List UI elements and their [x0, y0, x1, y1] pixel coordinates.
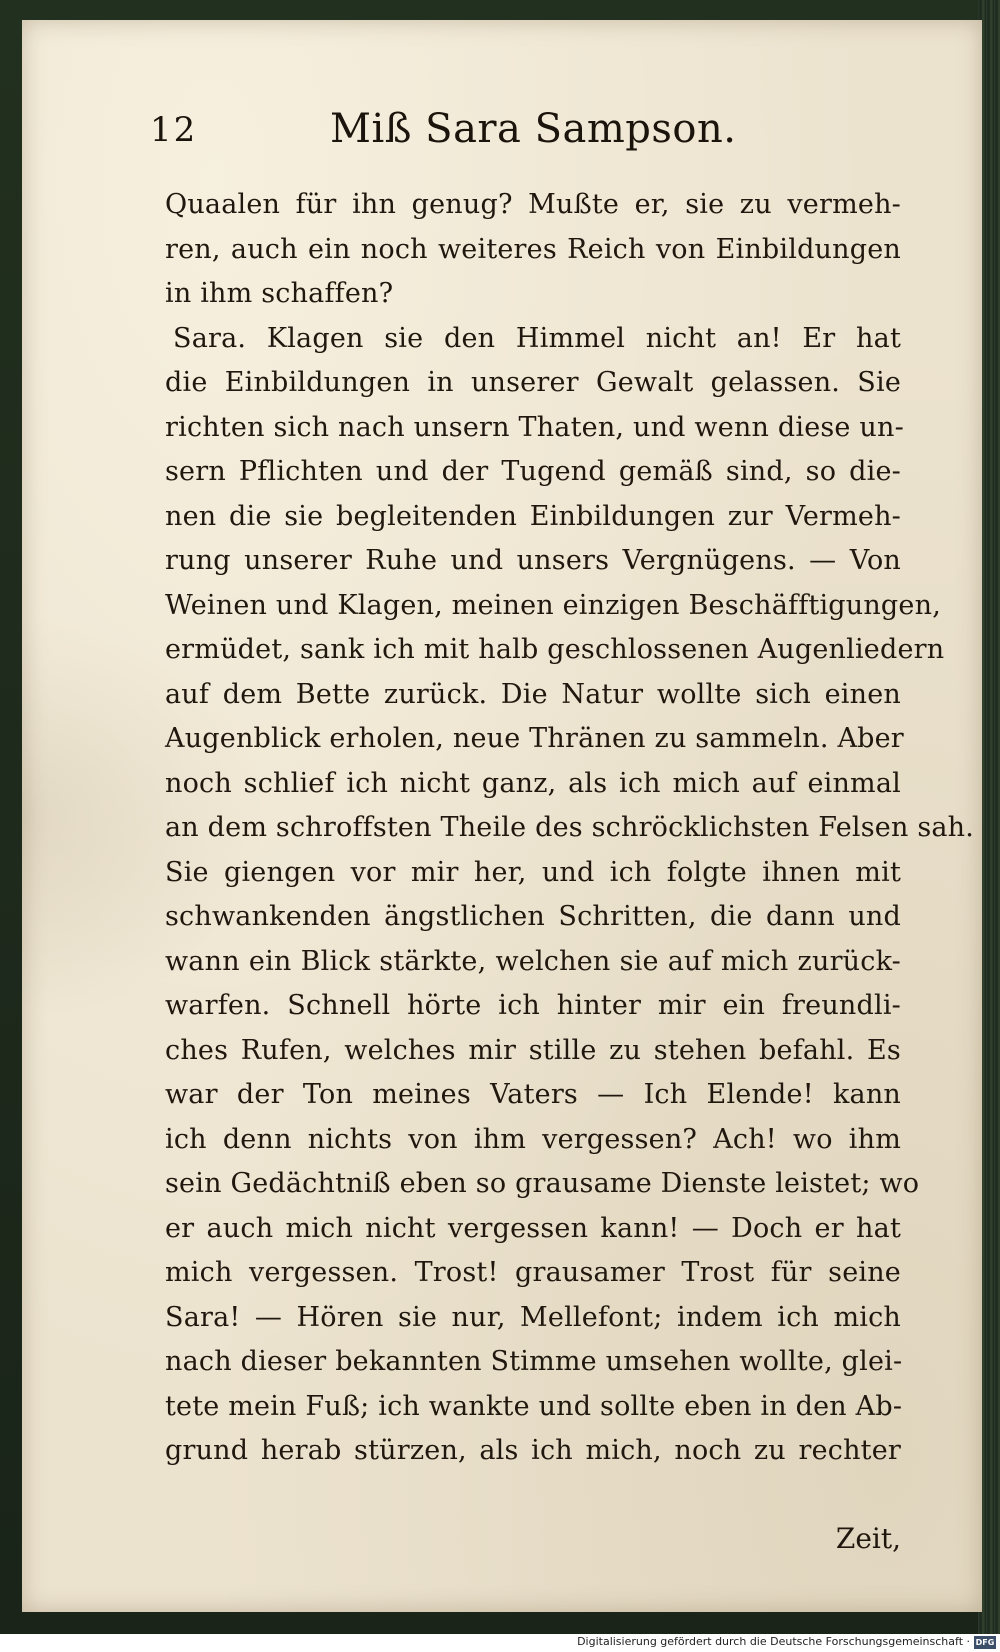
text-line: ich denn nichts von ihm vergessen? Ach! wo ihm	[165, 1123, 901, 1155]
running-title: Miß Sara Sampson.	[330, 106, 737, 152]
text-line: nach dieser bekannten Stimme umsehen wollte, glei-	[165, 1346, 903, 1377]
text-line: sern Pflichten und der Tugend gemäß sind, so die-	[165, 456, 901, 487]
text-line: Quaalen für ihn genug? Mußte er, sie zu vermeh-	[165, 189, 901, 220]
text-line: rung unserer Ruhe und unsers Vergnügens. — Von	[165, 545, 901, 576]
funding-notice: Digitalisierung gefördert durch die Deutsche Forschungsgemeinschaft ·	[577, 1635, 970, 1648]
text-line: nen die sie begleitenden Einbildungen zur Vermeh-	[165, 500, 901, 532]
catchword-area	[165, 1517, 901, 1561]
page-number: 12	[150, 110, 198, 150]
text-line: tete mein Fuß; ich wankte und sollte eben in den Ab-	[165, 1390, 903, 1422]
text-line: die Einbildungen in unserer Gewalt gelassen. Sie	[165, 367, 901, 398]
text-line: grund herab stürzen, als ich mich, noch zu rechter	[165, 1435, 901, 1466]
text-line: Sie giengen vor mir her, und ich folgte ihnen mit	[165, 856, 901, 888]
body-text	[165, 183, 975, 1474]
text-line: in ihm schaffen?	[165, 278, 394, 309]
text-line: wann ein Blick stärkte, welchen sie auf mich zurück-	[165, 945, 901, 977]
text-line: ermüdet, sank ich mit halb geschlossenen Augenliedern	[165, 634, 945, 665]
text-line: auf dem Bette zurück. Die Natur wollte sich einen	[165, 678, 901, 710]
text-line: Sara! — Hören sie nur, Mellefont; indem ich mich	[165, 1301, 901, 1333]
text-line: an dem schroffsten Theile des schröcklichsten Felsen sah.	[165, 812, 975, 843]
text-line: Sara. Klagen sie den Himmel nicht an! Er hat	[173, 322, 901, 354]
text-line: richten sich nach unsern Thaten, und wenn diese un-	[165, 411, 904, 443]
text-line: mich vergessen. Trost! grausamer Trost für seine	[165, 1257, 901, 1288]
text-line: ren, auch ein noch weiteres Reich von Einbildungen	[165, 233, 901, 265]
text-line: ches Rufen, welches mir stille zu stehen befahl. Es	[165, 1034, 901, 1066]
text-line: er auch mich nicht vergessen kann! — Doch er hat	[165, 1212, 901, 1244]
text-line: Augenblick erholen, neue Thränen zu sammeln. Aber	[165, 723, 904, 754]
text-line: warfen. Schnell hörte ich hinter mir ein freundli-	[165, 990, 901, 1021]
text-line: war der Ton meines Vaters — Ich Elende! kann	[165, 1079, 901, 1110]
digitization-footer	[0, 1634, 1000, 1652]
text-line: schwankenden ängstlichen Schritten, die dann und	[165, 901, 901, 932]
dfg-logo: DFG	[975, 1638, 995, 1647]
text-line: noch schlief ich nicht ganz, als ich mich auf einmal	[165, 767, 901, 799]
text-line: sein Gedächtniß eben so grausame Dienste leistet; wo	[165, 1168, 920, 1199]
catchword: Zeit,	[835, 1522, 901, 1555]
page-header	[150, 102, 750, 162]
text-line: Weinen und Klagen, meinen einzigen Beschäfftigungen,	[165, 589, 941, 621]
